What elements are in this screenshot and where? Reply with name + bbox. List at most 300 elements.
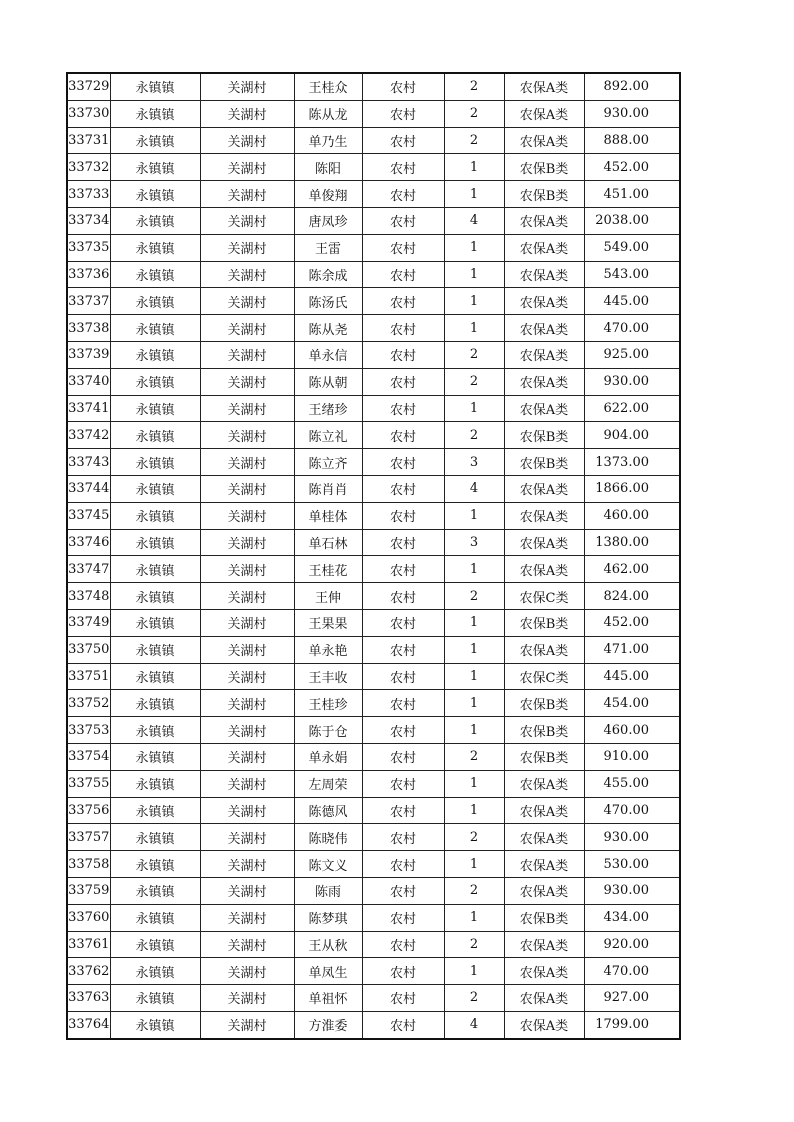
village-cell: 关湖村 — [200, 181, 294, 208]
record-id-cell: 33753 — [67, 717, 110, 744]
town-cell: 永镇镇 — [110, 261, 200, 288]
insurance-class-cell: 农保A类 — [504, 127, 584, 154]
town-cell: 永镇镇 — [110, 502, 200, 529]
name-cell: 陈肖肖 — [294, 475, 362, 502]
name-cell: 单凤生 — [294, 958, 362, 985]
village-cell: 关湖村 — [200, 770, 294, 797]
table-row — [67, 797, 680, 824]
area-type-cell: 农村 — [362, 449, 444, 476]
amount-cell: 549.00 — [584, 234, 680, 261]
area-type-cell: 农村 — [362, 100, 444, 127]
town-cell: 永镇镇 — [110, 904, 200, 931]
table-row — [67, 207, 680, 234]
village-cell: 关湖村 — [200, 154, 294, 181]
household-size-cell: 1 — [444, 797, 504, 824]
table-row — [67, 502, 680, 529]
area-type-cell: 农村 — [362, 609, 444, 636]
insurance-class-cell: 农保A类 — [504, 636, 584, 663]
table-row — [67, 100, 680, 127]
insurance-class-cell: 农保B类 — [504, 449, 584, 476]
name-cell: 王桂花 — [294, 556, 362, 583]
town-cell: 永镇镇 — [110, 288, 200, 315]
amount-cell: 530.00 — [584, 851, 680, 878]
area-type-cell: 农村 — [362, 207, 444, 234]
area-type-cell: 农村 — [362, 985, 444, 1012]
table-row — [67, 770, 680, 797]
record-id-cell: 33729 — [67, 73, 110, 100]
table-row — [67, 529, 680, 556]
name-cell: 左周荣 — [294, 770, 362, 797]
village-cell: 关湖村 — [200, 717, 294, 744]
table-row — [67, 877, 680, 904]
household-size-cell: 1 — [444, 315, 504, 342]
table-row — [67, 931, 680, 958]
records-table — [66, 72, 681, 1040]
area-type-cell: 农村 — [362, 797, 444, 824]
town-cell: 永镇镇 — [110, 636, 200, 663]
town-cell: 永镇镇 — [110, 341, 200, 368]
table-row — [67, 717, 680, 744]
household-size-cell: 4 — [444, 1011, 504, 1038]
town-cell: 永镇镇 — [110, 743, 200, 770]
insurance-class-cell: 农保A类 — [504, 475, 584, 502]
insurance-class-cell: 农保B类 — [504, 743, 584, 770]
record-id-cell: 33762 — [67, 958, 110, 985]
town-cell: 永镇镇 — [110, 422, 200, 449]
insurance-class-cell: 农保A类 — [504, 288, 584, 315]
area-type-cell: 农村 — [362, 824, 444, 851]
area-type-cell: 农村 — [362, 127, 444, 154]
area-type-cell: 农村 — [362, 288, 444, 315]
record-id-cell: 33759 — [67, 877, 110, 904]
table-row — [67, 824, 680, 851]
household-size-cell: 1 — [444, 904, 504, 931]
record-id-cell: 33757 — [67, 824, 110, 851]
name-cell: 单永娟 — [294, 743, 362, 770]
record-id-cell: 33750 — [67, 636, 110, 663]
name-cell: 王从秋 — [294, 931, 362, 958]
name-cell: 陈从尧 — [294, 315, 362, 342]
amount-cell: 824.00 — [584, 583, 680, 610]
town-cell: 永镇镇 — [110, 234, 200, 261]
area-type-cell: 农村 — [362, 395, 444, 422]
amount-cell: 2038.00 — [584, 207, 680, 234]
town-cell: 永镇镇 — [110, 181, 200, 208]
table-row — [67, 449, 680, 476]
record-id-cell: 33740 — [67, 368, 110, 395]
village-cell: 关湖村 — [200, 449, 294, 476]
name-cell: 王雷 — [294, 234, 362, 261]
town-cell: 永镇镇 — [110, 958, 200, 985]
area-type-cell: 农村 — [362, 770, 444, 797]
area-type-cell: 农村 — [362, 583, 444, 610]
household-size-cell: 4 — [444, 475, 504, 502]
table-row — [67, 154, 680, 181]
amount-cell: 930.00 — [584, 100, 680, 127]
household-size-cell: 2 — [444, 368, 504, 395]
amount-cell: 451.00 — [584, 181, 680, 208]
name-cell: 单永信 — [294, 341, 362, 368]
table-row — [67, 315, 680, 342]
village-cell: 关湖村 — [200, 556, 294, 583]
amount-cell: 470.00 — [584, 797, 680, 824]
village-cell: 关湖村 — [200, 73, 294, 100]
household-size-cell: 1 — [444, 636, 504, 663]
name-cell: 单石林 — [294, 529, 362, 556]
amount-cell: 434.00 — [584, 904, 680, 931]
name-cell: 陈立礼 — [294, 422, 362, 449]
household-size-cell: 2 — [444, 73, 504, 100]
area-type-cell: 农村 — [362, 1011, 444, 1038]
insurance-class-cell: 农保A类 — [504, 958, 584, 985]
town-cell: 永镇镇 — [110, 207, 200, 234]
town-cell: 永镇镇 — [110, 690, 200, 717]
record-id-cell: 33749 — [67, 609, 110, 636]
household-size-cell: 2 — [444, 422, 504, 449]
area-type-cell: 农村 — [362, 690, 444, 717]
household-size-cell: 1 — [444, 690, 504, 717]
amount-cell: 445.00 — [584, 663, 680, 690]
household-size-cell: 1 — [444, 609, 504, 636]
town-cell: 永镇镇 — [110, 931, 200, 958]
town-cell: 永镇镇 — [110, 127, 200, 154]
household-size-cell: 1 — [444, 261, 504, 288]
table-row — [67, 288, 680, 315]
table-row — [67, 985, 680, 1012]
area-type-cell: 农村 — [362, 368, 444, 395]
household-size-cell: 1 — [444, 154, 504, 181]
area-type-cell: 农村 — [362, 475, 444, 502]
record-id-cell: 33746 — [67, 529, 110, 556]
insurance-class-cell: 农保A类 — [504, 395, 584, 422]
village-cell: 关湖村 — [200, 234, 294, 261]
name-cell: 陈德风 — [294, 797, 362, 824]
household-size-cell: 2 — [444, 985, 504, 1012]
village-cell: 关湖村 — [200, 127, 294, 154]
amount-cell: 930.00 — [584, 368, 680, 395]
insurance-class-cell: 农保A类 — [504, 73, 584, 100]
amount-cell: 927.00 — [584, 985, 680, 1012]
insurance-class-cell: 农保C类 — [504, 583, 584, 610]
town-cell: 永镇镇 — [110, 475, 200, 502]
insurance-class-cell: 农保A类 — [504, 931, 584, 958]
insurance-class-cell: 农保B类 — [504, 609, 584, 636]
record-id-cell: 33741 — [67, 395, 110, 422]
insurance-class-cell: 农保A类 — [504, 315, 584, 342]
table-row — [67, 475, 680, 502]
record-id-cell: 33744 — [67, 475, 110, 502]
amount-cell: 920.00 — [584, 931, 680, 958]
area-type-cell: 农村 — [362, 341, 444, 368]
amount-cell: 888.00 — [584, 127, 680, 154]
table-row — [67, 583, 680, 610]
name-cell: 陈雨 — [294, 877, 362, 904]
table-row — [67, 341, 680, 368]
amount-cell: 460.00 — [584, 502, 680, 529]
name-cell: 单俊翔 — [294, 181, 362, 208]
area-type-cell: 农村 — [362, 73, 444, 100]
village-cell: 关湖村 — [200, 985, 294, 1012]
town-cell: 永镇镇 — [110, 154, 200, 181]
table-row — [67, 1011, 680, 1038]
insurance-class-cell: 农保A类 — [504, 824, 584, 851]
record-id-cell: 33745 — [67, 502, 110, 529]
town-cell: 永镇镇 — [110, 770, 200, 797]
table-row — [67, 234, 680, 261]
insurance-class-cell: 农保A类 — [504, 207, 584, 234]
household-size-cell: 1 — [444, 181, 504, 208]
household-size-cell: 2 — [444, 824, 504, 851]
amount-cell: 445.00 — [584, 288, 680, 315]
village-cell: 关湖村 — [200, 288, 294, 315]
household-size-cell: 1 — [444, 395, 504, 422]
name-cell: 王丰收 — [294, 663, 362, 690]
household-size-cell: 1 — [444, 502, 504, 529]
name-cell: 陈文义 — [294, 851, 362, 878]
amount-cell: 930.00 — [584, 877, 680, 904]
table-row — [67, 636, 680, 663]
table-row — [67, 663, 680, 690]
amount-cell: 462.00 — [584, 556, 680, 583]
town-cell: 永镇镇 — [110, 529, 200, 556]
village-cell: 关湖村 — [200, 422, 294, 449]
household-size-cell: 1 — [444, 663, 504, 690]
area-type-cell: 农村 — [362, 851, 444, 878]
insurance-class-cell: 农保B类 — [504, 904, 584, 931]
amount-cell: 455.00 — [584, 770, 680, 797]
area-type-cell: 农村 — [362, 717, 444, 744]
amount-cell: 452.00 — [584, 154, 680, 181]
area-type-cell: 农村 — [362, 931, 444, 958]
town-cell: 永镇镇 — [110, 315, 200, 342]
village-cell: 关湖村 — [200, 1011, 294, 1038]
village-cell: 关湖村 — [200, 609, 294, 636]
insurance-class-cell: 农保B类 — [504, 422, 584, 449]
area-type-cell: 农村 — [362, 743, 444, 770]
name-cell: 单桂体 — [294, 502, 362, 529]
name-cell: 陈汤氏 — [294, 288, 362, 315]
town-cell: 永镇镇 — [110, 851, 200, 878]
insurance-class-cell: 农保A类 — [504, 234, 584, 261]
area-type-cell: 农村 — [362, 502, 444, 529]
name-cell: 方淮委 — [294, 1011, 362, 1038]
table-row — [67, 851, 680, 878]
village-cell: 关湖村 — [200, 207, 294, 234]
village-cell: 关湖村 — [200, 877, 294, 904]
name-cell: 陈从龙 — [294, 100, 362, 127]
household-size-cell: 2 — [444, 931, 504, 958]
town-cell: 永镇镇 — [110, 73, 200, 100]
village-cell: 关湖村 — [200, 502, 294, 529]
town-cell: 永镇镇 — [110, 717, 200, 744]
record-id-cell: 33742 — [67, 422, 110, 449]
table-row — [67, 368, 680, 395]
area-type-cell: 农村 — [362, 234, 444, 261]
household-size-cell: 1 — [444, 717, 504, 744]
town-cell: 永镇镇 — [110, 824, 200, 851]
village-cell: 关湖村 — [200, 475, 294, 502]
amount-cell: 1866.00 — [584, 475, 680, 502]
household-size-cell: 1 — [444, 851, 504, 878]
area-type-cell: 农村 — [362, 636, 444, 663]
village-cell: 关湖村 — [200, 368, 294, 395]
record-id-cell: 33738 — [67, 315, 110, 342]
insurance-class-cell: 农保B类 — [504, 690, 584, 717]
area-type-cell: 农村 — [362, 154, 444, 181]
household-size-cell: 3 — [444, 529, 504, 556]
table-row — [67, 904, 680, 931]
insurance-class-cell: 农保A类 — [504, 770, 584, 797]
village-cell: 关湖村 — [200, 261, 294, 288]
town-cell: 永镇镇 — [110, 583, 200, 610]
amount-cell: 925.00 — [584, 341, 680, 368]
household-size-cell: 1 — [444, 556, 504, 583]
town-cell: 永镇镇 — [110, 395, 200, 422]
town-cell: 永镇镇 — [110, 877, 200, 904]
village-cell: 关湖村 — [200, 904, 294, 931]
area-type-cell: 农村 — [362, 261, 444, 288]
insurance-class-cell: 农保A类 — [504, 529, 584, 556]
town-cell: 永镇镇 — [110, 1011, 200, 1038]
town-cell: 永镇镇 — [110, 100, 200, 127]
village-cell: 关湖村 — [200, 636, 294, 663]
insurance-class-cell: 农保A类 — [504, 1011, 584, 1038]
area-type-cell: 农村 — [362, 904, 444, 931]
town-cell: 永镇镇 — [110, 797, 200, 824]
insurance-class-cell: 农保A类 — [504, 502, 584, 529]
table-row — [67, 127, 680, 154]
insurance-class-cell: 农保A类 — [504, 368, 584, 395]
village-cell: 关湖村 — [200, 690, 294, 717]
name-cell: 单祖怀 — [294, 985, 362, 1012]
name-cell: 王伸 — [294, 583, 362, 610]
household-size-cell: 4 — [444, 207, 504, 234]
record-id-cell: 33747 — [67, 556, 110, 583]
table-row — [67, 73, 680, 100]
record-id-cell: 33748 — [67, 583, 110, 610]
table-row — [67, 261, 680, 288]
area-type-cell: 农村 — [362, 556, 444, 583]
amount-cell: 1380.00 — [584, 529, 680, 556]
town-cell: 永镇镇 — [110, 556, 200, 583]
area-type-cell: 农村 — [362, 529, 444, 556]
name-cell: 王绪珍 — [294, 395, 362, 422]
area-type-cell: 农村 — [362, 315, 444, 342]
village-cell: 关湖村 — [200, 797, 294, 824]
table-row — [67, 395, 680, 422]
record-id-cell: 33764 — [67, 1011, 110, 1038]
amount-cell: 470.00 — [584, 315, 680, 342]
name-cell: 王桂珍 — [294, 690, 362, 717]
amount-cell: 622.00 — [584, 395, 680, 422]
record-id-cell: 33754 — [67, 743, 110, 770]
name-cell: 单乃生 — [294, 127, 362, 154]
amount-cell: 930.00 — [584, 824, 680, 851]
village-cell: 关湖村 — [200, 663, 294, 690]
village-cell: 关湖村 — [200, 824, 294, 851]
village-cell: 关湖村 — [200, 395, 294, 422]
village-cell: 关湖村 — [200, 529, 294, 556]
record-id-cell: 33737 — [67, 288, 110, 315]
table-body — [67, 73, 680, 1039]
area-type-cell: 农村 — [362, 958, 444, 985]
amount-cell: 904.00 — [584, 422, 680, 449]
area-type-cell: 农村 — [362, 663, 444, 690]
name-cell: 陈晓伟 — [294, 824, 362, 851]
amount-cell: 452.00 — [584, 609, 680, 636]
town-cell: 永镇镇 — [110, 985, 200, 1012]
household-size-cell: 1 — [444, 770, 504, 797]
record-id-cell: 33732 — [67, 154, 110, 181]
amount-cell: 910.00 — [584, 743, 680, 770]
insurance-class-cell: 农保A类 — [504, 341, 584, 368]
record-id-cell: 33730 — [67, 100, 110, 127]
village-cell: 关湖村 — [200, 743, 294, 770]
record-id-cell: 33751 — [67, 663, 110, 690]
amount-cell: 543.00 — [584, 261, 680, 288]
insurance-class-cell: 农保A类 — [504, 797, 584, 824]
insurance-class-cell: 农保A类 — [504, 100, 584, 127]
insurance-class-cell: 农保A类 — [504, 985, 584, 1012]
record-id-cell: 33735 — [67, 234, 110, 261]
village-cell: 关湖村 — [200, 958, 294, 985]
town-cell: 永镇镇 — [110, 663, 200, 690]
name-cell: 唐凤珍 — [294, 207, 362, 234]
insurance-class-cell: 农保A类 — [504, 851, 584, 878]
household-size-cell: 2 — [444, 583, 504, 610]
name-cell: 单永艳 — [294, 636, 362, 663]
household-size-cell: 1 — [444, 958, 504, 985]
area-type-cell: 农村 — [362, 422, 444, 449]
amount-cell: 470.00 — [584, 958, 680, 985]
amount-cell: 454.00 — [584, 690, 680, 717]
record-id-cell: 33731 — [67, 127, 110, 154]
household-size-cell: 2 — [444, 877, 504, 904]
name-cell: 王桂众 — [294, 73, 362, 100]
household-size-cell: 3 — [444, 449, 504, 476]
village-cell: 关湖村 — [200, 851, 294, 878]
name-cell: 陈阳 — [294, 154, 362, 181]
record-id-cell: 33739 — [67, 341, 110, 368]
town-cell: 永镇镇 — [110, 609, 200, 636]
household-size-cell: 1 — [444, 234, 504, 261]
table-row — [67, 181, 680, 208]
area-type-cell: 农村 — [362, 181, 444, 208]
name-cell: 陈余成 — [294, 261, 362, 288]
name-cell: 王果果 — [294, 609, 362, 636]
amount-cell: 892.00 — [584, 73, 680, 100]
insurance-class-cell: 农保A类 — [504, 556, 584, 583]
record-id-cell: 33755 — [67, 770, 110, 797]
record-id-cell: 33743 — [67, 449, 110, 476]
village-cell: 关湖村 — [200, 583, 294, 610]
record-id-cell: 33733 — [67, 181, 110, 208]
record-id-cell: 33734 — [67, 207, 110, 234]
table-row — [67, 958, 680, 985]
record-id-cell: 33760 — [67, 904, 110, 931]
insurance-class-cell: 农保A类 — [504, 261, 584, 288]
record-id-cell: 33761 — [67, 931, 110, 958]
household-size-cell: 2 — [444, 100, 504, 127]
insurance-class-cell: 农保A类 — [504, 877, 584, 904]
household-size-cell: 2 — [444, 743, 504, 770]
amount-cell: 1799.00 — [584, 1011, 680, 1038]
record-id-cell: 33756 — [67, 797, 110, 824]
table-row — [67, 422, 680, 449]
table-row — [67, 556, 680, 583]
table-row — [67, 609, 680, 636]
village-cell: 关湖村 — [200, 100, 294, 127]
